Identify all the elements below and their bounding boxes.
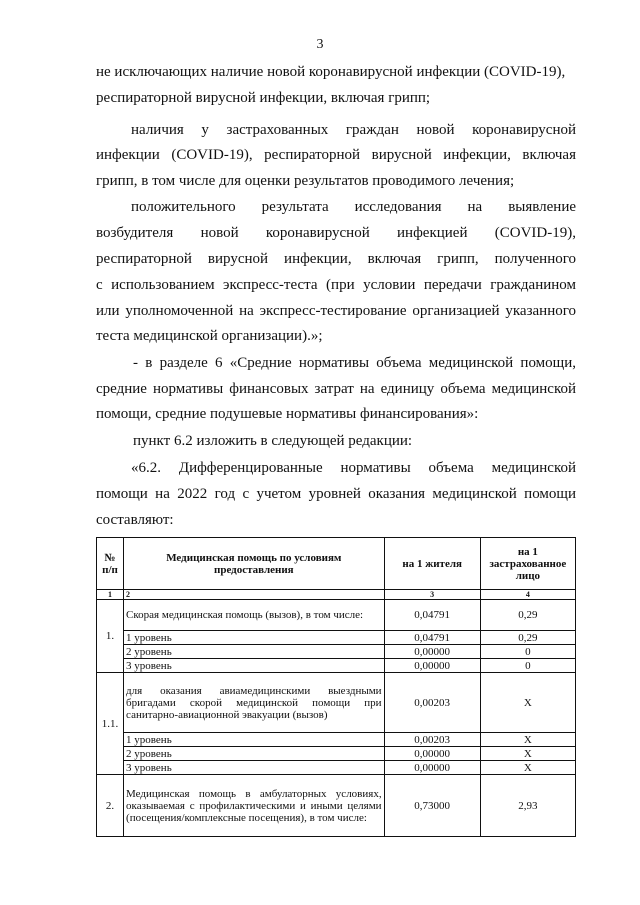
row-name: 2 уровень — [124, 645, 385, 659]
text-line-justified — [96, 380, 576, 398]
table-row — [97, 600, 576, 631]
row-name: 3 уровень — [124, 659, 385, 673]
text-line: теста медицинской организации).»; — [96, 328, 323, 344]
per-insured-value: 0 — [480, 659, 575, 673]
page-number: 3 — [316, 37, 324, 52]
per-resident-value: 0,00000 — [384, 761, 480, 775]
text-line-justified — [131, 121, 576, 139]
text-line: составляют: — [96, 512, 174, 528]
text-line-justified — [133, 354, 576, 372]
text-line-content: «6.2. Дифференцированные нормативы объема медицинской — [131, 460, 576, 476]
per-insured-value: 0,29 — [480, 631, 575, 645]
row-name: 3 уровень — [124, 761, 385, 775]
row-name: 1 уровень — [124, 631, 385, 645]
text-line-content: с использованием экспресс-теста (при условии передачи гражданином — [96, 277, 576, 293]
per-insured-value: 0 — [480, 645, 575, 659]
column-number: 4 — [480, 590, 575, 600]
text-line-justified — [96, 250, 576, 268]
table-row — [97, 673, 576, 733]
text-line-content: не исключающих наличие новой коронавирусной инфекции (COVID-19), — [96, 64, 566, 80]
header-per-insured: на 1 застрахованное лицо — [480, 538, 575, 590]
header-per-resident: на 1 жителя — [384, 538, 480, 590]
column-number-row — [97, 590, 576, 600]
text-line: помощи, средние подушевые нормативы финансирования»: — [96, 406, 479, 422]
table-row — [97, 631, 576, 645]
text-line-justified — [96, 485, 576, 503]
table-row — [97, 761, 576, 775]
table-row — [97, 733, 576, 747]
column-number: 2 — [124, 590, 385, 600]
per-insured-value: 0,29 — [480, 600, 575, 631]
norms-table — [96, 537, 576, 837]
row-number: 2. — [97, 775, 124, 837]
table-row — [97, 775, 576, 837]
table-row — [97, 645, 576, 659]
per-insured-value: Х — [480, 761, 575, 775]
text-line — [96, 63, 576, 81]
text-line-content: возбудителя новой коронавирусной инфекцией (COVID-19), — [96, 225, 576, 241]
per-resident-value: 0,00000 — [384, 645, 480, 659]
text-line-content: или уполномоченной на экспресс-тестирование организацией указанного — [96, 303, 576, 319]
text-line-content: - в разделе 6 «Средние нормативы объема медицинской помощи, — [133, 355, 576, 371]
row-name: Медицинская помощь в амбулаторных условиях, оказываемая с профилактическими и иными целями (посещения/комплексные посещения), в том числе: — [124, 775, 385, 837]
per-resident-value: 0,04791 — [384, 631, 480, 645]
text-line-justified — [131, 459, 576, 477]
row-number: 1. — [97, 600, 124, 673]
text-line-content: средние нормативы финансовых затрат на единицу объема медицинской — [96, 381, 576, 397]
per-resident-value: 0,00203 — [384, 733, 480, 747]
column-number: 1 — [97, 590, 124, 600]
row-name: 2 уровень — [124, 747, 385, 761]
text-line-justified — [96, 146, 576, 164]
text-line-content: наличия у застрахованных граждан новой коронавирусной — [131, 122, 576, 138]
per-resident-value: 0,00203 — [384, 673, 480, 733]
per-insured-value: 2,93 — [480, 775, 575, 837]
row-number: 1.1. — [97, 673, 124, 775]
text-line-content: положительного результата исследования на выявление — [131, 199, 576, 215]
per-resident-value: 0,00000 — [384, 747, 480, 761]
header-number: № п/п — [97, 538, 124, 590]
table-row — [97, 747, 576, 761]
text-line-content: помощи на 2022 год с учетом уровней оказания медицинской помощи — [96, 486, 576, 502]
row-name: 1 уровень — [124, 733, 385, 747]
column-number: 3 — [384, 590, 480, 600]
per-resident-value: 0,73000 — [384, 775, 480, 837]
text-line: респираторной вирусной инфекции, включая грипп; — [96, 90, 431, 106]
table-row — [97, 659, 576, 673]
text-line: пункт 6.2 изложить в следующей редакции: — [133, 433, 413, 449]
per-resident-value: 0,04791 — [384, 600, 480, 631]
text-line-justified — [96, 224, 576, 242]
text-line-justified — [131, 198, 576, 216]
text-line-content: респираторной вирусной инфекции, включая грипп, полученного — [96, 251, 576, 267]
text-line: грипп, в том числе для оценки результатов проводимого лечения; — [96, 173, 515, 189]
text-line-justified — [96, 302, 576, 320]
per-insured-value: Х — [480, 673, 575, 733]
per-resident-value: 0,00000 — [384, 659, 480, 673]
table-header-row — [97, 538, 576, 590]
row-name: Скорая медицинская помощь (вызов), в том числе: — [124, 600, 385, 631]
row-name: для оказания авиамедицинскими выездными бригадами скорой медицинской помощи при санитарно-авиационной эвакуации (вызов) — [124, 673, 385, 733]
text-line-justified — [96, 276, 576, 294]
text-line-content: инфекции (COVID-19), респираторной вирусной инфекции, включая — [96, 147, 576, 163]
per-insured-value: Х — [480, 733, 575, 747]
header-care-type: Медицинская помощь по условиям предоставления — [124, 538, 385, 590]
per-insured-value: Х — [480, 747, 575, 761]
